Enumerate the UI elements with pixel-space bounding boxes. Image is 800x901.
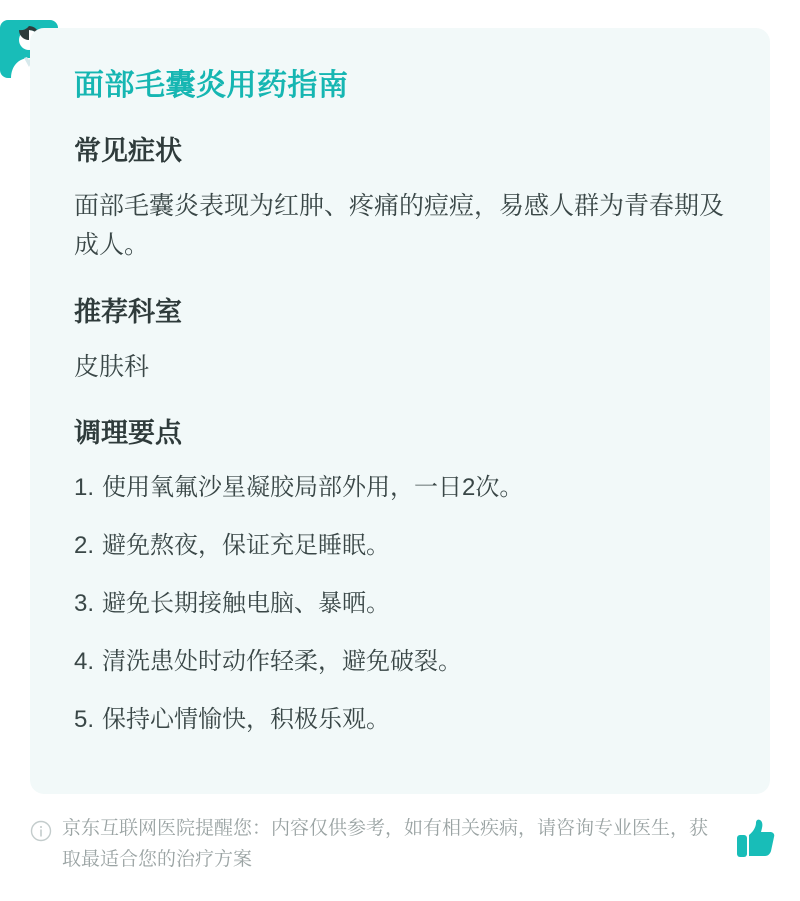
list-item xyxy=(74,586,726,622)
list-item-number: 3. xyxy=(74,589,95,617)
list-item-number: 2. xyxy=(74,531,95,559)
section-heading: 推荐科室 xyxy=(74,296,182,327)
list-item-number: 1. xyxy=(74,473,95,501)
care-tips-list xyxy=(74,470,726,738)
section-symptoms xyxy=(74,134,726,265)
footer-disclaimer xyxy=(30,814,776,875)
section-paragraph: 皮肤科 xyxy=(74,352,150,381)
disclaimer-text: 京东互联网医院提醒您：内容仅供参考，如有相关疾病，请咨询专业医生，获取最适合您的治疗方案 xyxy=(62,818,709,870)
list-item xyxy=(74,702,726,738)
section-department xyxy=(74,295,726,387)
list-item-number: 5. xyxy=(74,705,95,733)
page-title: 面部毛囊炎用药指南 xyxy=(74,69,349,102)
section-heading: 调理要点 xyxy=(74,418,182,449)
list-item-text: 清洗患处时动作轻柔，避免破裂。 xyxy=(102,647,463,675)
content-card xyxy=(30,28,770,794)
list-item-text: 避免熬夜，保证充足睡眠。 xyxy=(102,531,391,559)
list-item xyxy=(74,644,726,680)
section-heading: 常见症状 xyxy=(74,136,182,166)
section-care-tips xyxy=(74,416,726,737)
list-item-text: 保持心情愉快，积极乐观。 xyxy=(102,705,391,733)
section-paragraph: 面部毛囊炎表现为红肿、疼痛的痘痘，易感人群为青春期及成人。 xyxy=(74,192,725,259)
list-item-text: 使用氧氟沙星凝胶局部外用，一日2次。 xyxy=(102,473,524,501)
list-item xyxy=(74,470,726,506)
list-item-number: 4. xyxy=(74,647,95,675)
info-circle-icon xyxy=(30,820,52,842)
list-item xyxy=(74,528,726,564)
thumbs-up-icon[interactable] xyxy=(736,818,776,860)
list-item-text: 避免长期接触电脑、暴晒。 xyxy=(102,589,391,617)
